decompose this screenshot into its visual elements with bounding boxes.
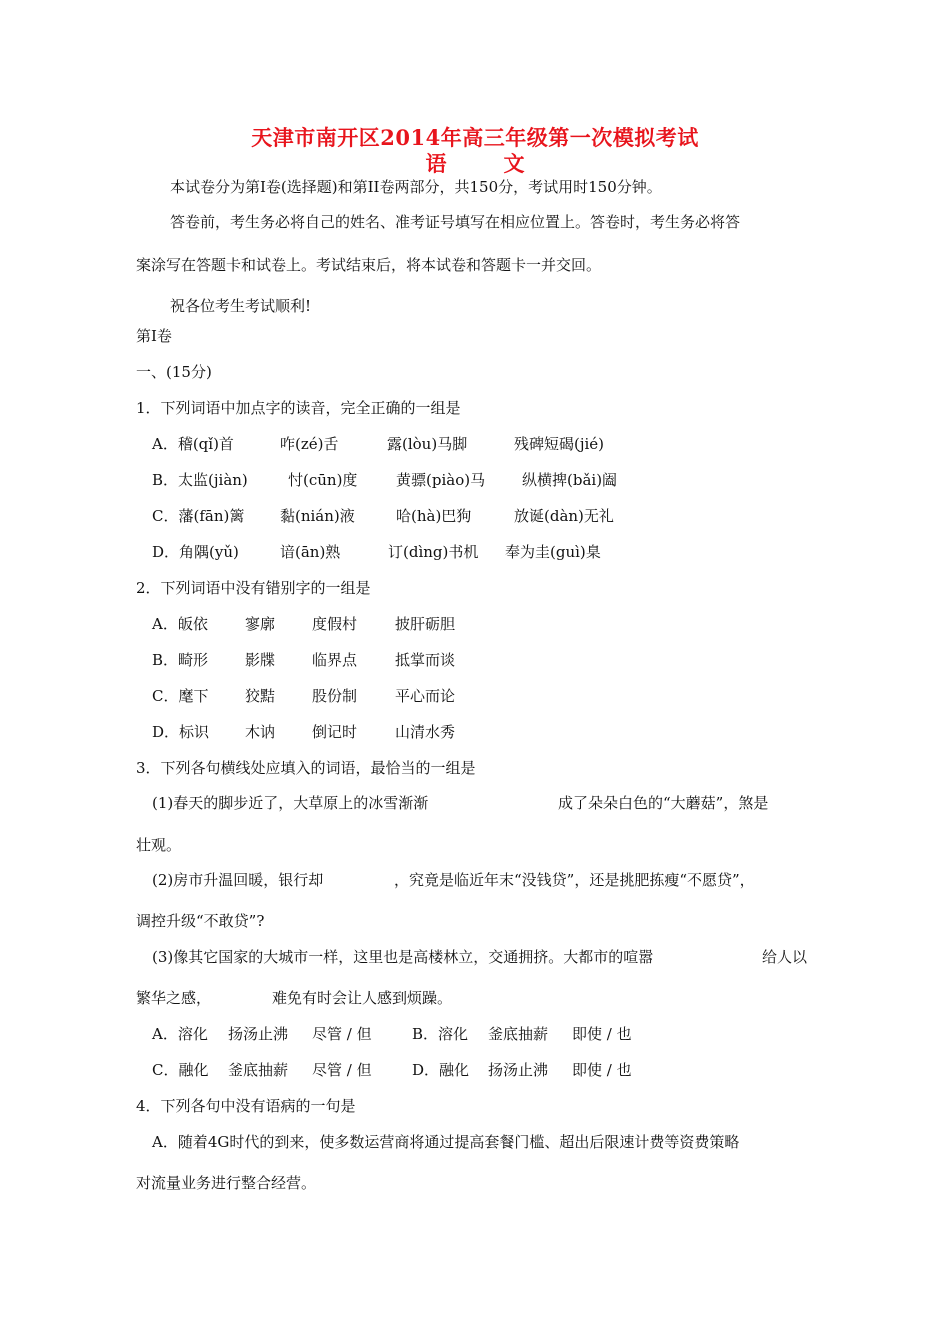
option-item: 扬汤止沸	[228, 1025, 289, 1043]
exam-title: 天津市南开区2014年高三年级第一次模拟考试	[251, 125, 699, 150]
option-item: C．麾下	[152, 687, 209, 705]
intro-paragraph-3: 祝各位考生考试顺利!	[170, 297, 312, 315]
q3-sentence-2-part-c: 调控升级“不敢贷”?	[136, 912, 265, 930]
option-item: D．融化	[412, 1061, 470, 1079]
option-item: 谙(ān)熟	[280, 543, 341, 561]
option-item: 尽管 / 但	[312, 1061, 372, 1079]
q3-sentence-2-part-b: ，究竟是临近年末“没钱贷”，还是挑肥拣瘦“不愿贷”，	[394, 871, 755, 889]
q3-sentence-1-part-c: 壮观。	[136, 836, 182, 854]
option-item: 尽管 / 但	[312, 1025, 372, 1043]
option-item: 狡黠	[245, 687, 276, 705]
option-item: 倒记时	[312, 723, 358, 741]
option-item: 露(lòu)马脚	[387, 435, 468, 453]
question-2-stem: 2．下列词语中没有错别字的一组是	[136, 579, 371, 597]
q3-sentence-3-part-d: 难免有时会让人感到烦躁。	[272, 989, 453, 1007]
option-item: B．畸形	[152, 651, 209, 669]
option-item: 即使 / 也	[572, 1025, 632, 1043]
part-heading: 第I卷	[136, 327, 172, 345]
option-item: 抵掌而谈	[395, 651, 456, 669]
option-item: 残碑短碣(jié)	[514, 435, 605, 453]
option-item: A．溶化	[152, 1025, 208, 1043]
option-item: A．稽(qǐ)首	[152, 435, 234, 453]
option-item: 木讷	[245, 723, 276, 741]
option-item: 山清水秀	[395, 723, 456, 741]
question-4-stem: 4．下列各句中没有语病的一句是	[136, 1097, 356, 1115]
option-item: 平心而论	[395, 687, 456, 705]
option-item: 影牒	[245, 651, 276, 669]
question-3-stem: 3．下列各句横线处应填入的词语，最恰当的一组是	[136, 759, 476, 777]
question-1-stem: 1．下列词语中加点字的读音，完全正确的一组是	[136, 399, 461, 417]
option-item: 度假村	[312, 615, 358, 633]
option-item: 即使 / 也	[572, 1061, 632, 1079]
intro-paragraph-2b: 案涂写在答题卡和试卷上。考试结束后，将本试卷和答题卡一并交回。	[136, 256, 602, 274]
option-item: B．溶化	[412, 1025, 469, 1043]
exam-subject: 语 文	[425, 151, 543, 176]
option-item: B．太监(jiàn)	[152, 471, 248, 489]
option-item: 寥廓	[245, 615, 276, 633]
q3-sentence-3-part-b: 给人以	[762, 948, 808, 966]
option-item: C．融化	[152, 1061, 209, 1079]
option-item: 股份制	[312, 687, 358, 705]
option-item: 黏(nián)液	[280, 507, 355, 525]
option-item: 临界点	[312, 651, 358, 669]
q4-option-a-line-2: 对流量业务进行整合经营。	[136, 1174, 317, 1192]
option-item: 咋(zé)舌	[280, 435, 339, 453]
option-item: 订(dìng)书机	[388, 543, 479, 561]
option-item: A．皈依	[152, 615, 208, 633]
option-item: D．角隅(yǔ)	[152, 543, 239, 561]
q3-sentence-3-part-a: (3)像其它国家的大城市一样，这里也是高楼林立，交通拥挤。大都市的喧嚣	[152, 948, 654, 966]
option-item: 釜底抽薪	[228, 1061, 289, 1079]
option-item: C．藩(fān)篱	[152, 507, 245, 525]
option-item: 披肝砺胆	[395, 615, 456, 633]
q3-sentence-1-part-a: (1)春天的脚步近了，大草原上的冰雪渐渐	[152, 794, 429, 812]
option-item: 釜底抽薪	[488, 1025, 549, 1043]
option-item: 忖(cūn)度	[288, 471, 358, 489]
q3-sentence-3-part-c: 繁华之感，	[136, 989, 212, 1007]
option-item: 黄骠(piào)马	[396, 471, 486, 489]
option-item: 放诞(dàn)无礼	[514, 507, 614, 525]
option-item: 奉为圭(guì)臬	[505, 543, 601, 561]
intro-paragraph-2a: 答卷前，考生务必将自己的姓名、准考证号填写在相应位置上。答卷时，考生务必将答	[170, 213, 741, 231]
option-item: 纵横捭(bǎi)阖	[522, 471, 618, 489]
intro-paragraph-1: 本试卷分为第I卷(选择题)和第II卷两部分，共150分，考试用时150分钟。	[170, 178, 662, 196]
q3-sentence-2-part-a: (2)房市升温回暖，银行却	[152, 871, 324, 889]
q4-option-a-line-1: A．随着4G时代的到来，使多数运营商将通过提高套餐门槛、超出后限速计费等资费策略	[152, 1133, 740, 1151]
section-heading: 一、(15分)	[136, 363, 212, 381]
option-item: 哈(hà)巴狗	[396, 507, 472, 525]
option-item: 扬汤止沸	[488, 1061, 549, 1079]
option-item: D．标识	[152, 723, 210, 741]
q3-sentence-1-part-b: 成了朵朵白色的“大蘑菇”，煞是	[558, 794, 769, 812]
